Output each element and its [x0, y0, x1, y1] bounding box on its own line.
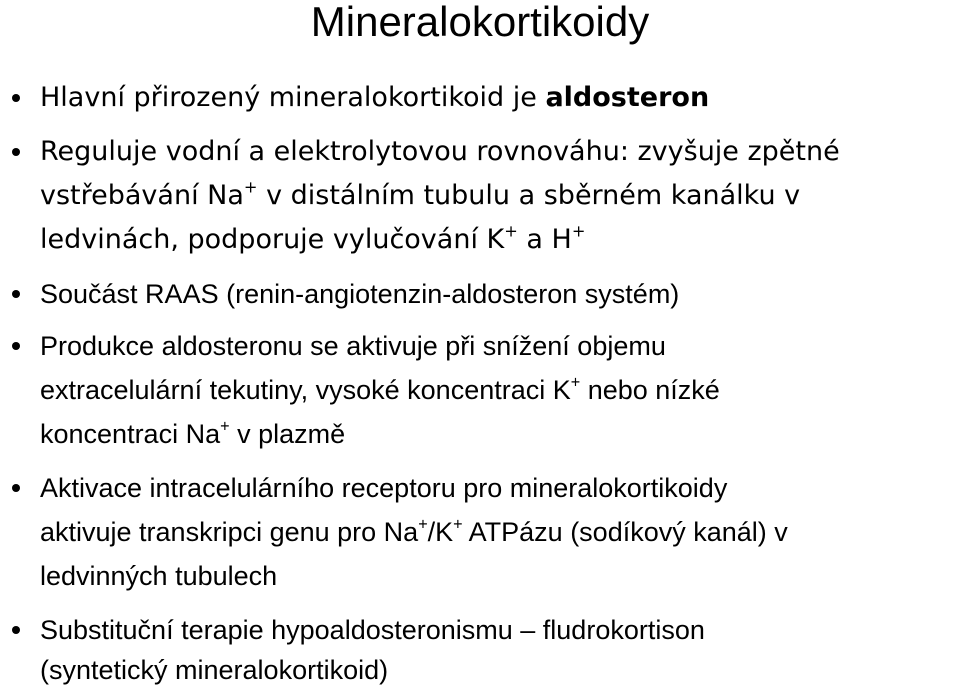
line-text: (syntetický mineralokortikoid) [40, 655, 389, 685]
line-text: v plazmě [229, 419, 346, 449]
bullet-line [40, 516, 788, 548]
superscript-charge: + [571, 221, 586, 241]
superscript-charge: + [243, 177, 258, 197]
line-text: Součást RAAS (renin-angiotenzin-aldosteron systém) [40, 279, 680, 309]
line-text: /K [427, 517, 454, 547]
line-text: Reguluje vodní a elektrolytovou rovnováhu: zvyšuje zpětné [40, 136, 840, 167]
bullet-line [40, 472, 727, 504]
line-text: aktivuje transkripci genu pro Na [40, 517, 419, 547]
line-text: Substituční terapie hypoaldosteronismu – fludrokortison [40, 615, 705, 645]
bullet-line [40, 136, 840, 168]
superscript-charge: + [453, 515, 463, 534]
line-text: v distálním tubulu a sběrném kanálku v [257, 180, 801, 211]
bullet-line [40, 560, 277, 592]
superscript-charge: + [418, 515, 428, 534]
line-text: vstřebávání Na [40, 180, 244, 211]
line-text: Hlavní přirozený mineralokortikoid je [40, 82, 546, 113]
line-text: Aktivace intracelulárního receptoru pro mineralokortikoidy [40, 473, 728, 503]
line-text: a H [517, 224, 572, 255]
line-text: ledvinách, podporuje vylučování K [40, 224, 505, 255]
bullet-line [40, 374, 720, 406]
bullet-dot-icon [12, 148, 20, 156]
bullet-dot-icon [12, 342, 20, 350]
bullet-line [40, 82, 709, 114]
line-text: extracelulární tekutiny, vysoké koncentraci K [40, 375, 571, 405]
bullet-line [40, 278, 679, 310]
bullet-line [40, 177, 801, 212]
superscript-charge: + [570, 373, 581, 392]
bullet-dot-icon [12, 484, 20, 492]
bullet-dot-icon [12, 290, 20, 298]
superscript-charge: + [504, 221, 518, 241]
bullet-dot-icon [12, 94, 20, 102]
line-text: Produkce aldosteronu se aktivuje při snížení objemu [40, 331, 666, 361]
bullet-line [40, 654, 388, 686]
bullet-line [40, 418, 345, 450]
line-text: nebo nízké [580, 375, 720, 405]
aldosteron-bold-text: aldosteron [545, 82, 710, 113]
superscript-charge: + [220, 417, 230, 436]
bullet-line [40, 221, 586, 256]
slide-title: Mineralokortikoidy [310, 0, 650, 45]
bullet-line [40, 614, 705, 646]
line-text: ATPázu (sodíkový kanál) v [462, 517, 788, 547]
bullet-dot-icon [12, 626, 20, 634]
line-text: ledvinných tubulech [40, 561, 278, 591]
line-text: koncentraci Na [40, 419, 221, 449]
bullet-line [40, 330, 666, 362]
